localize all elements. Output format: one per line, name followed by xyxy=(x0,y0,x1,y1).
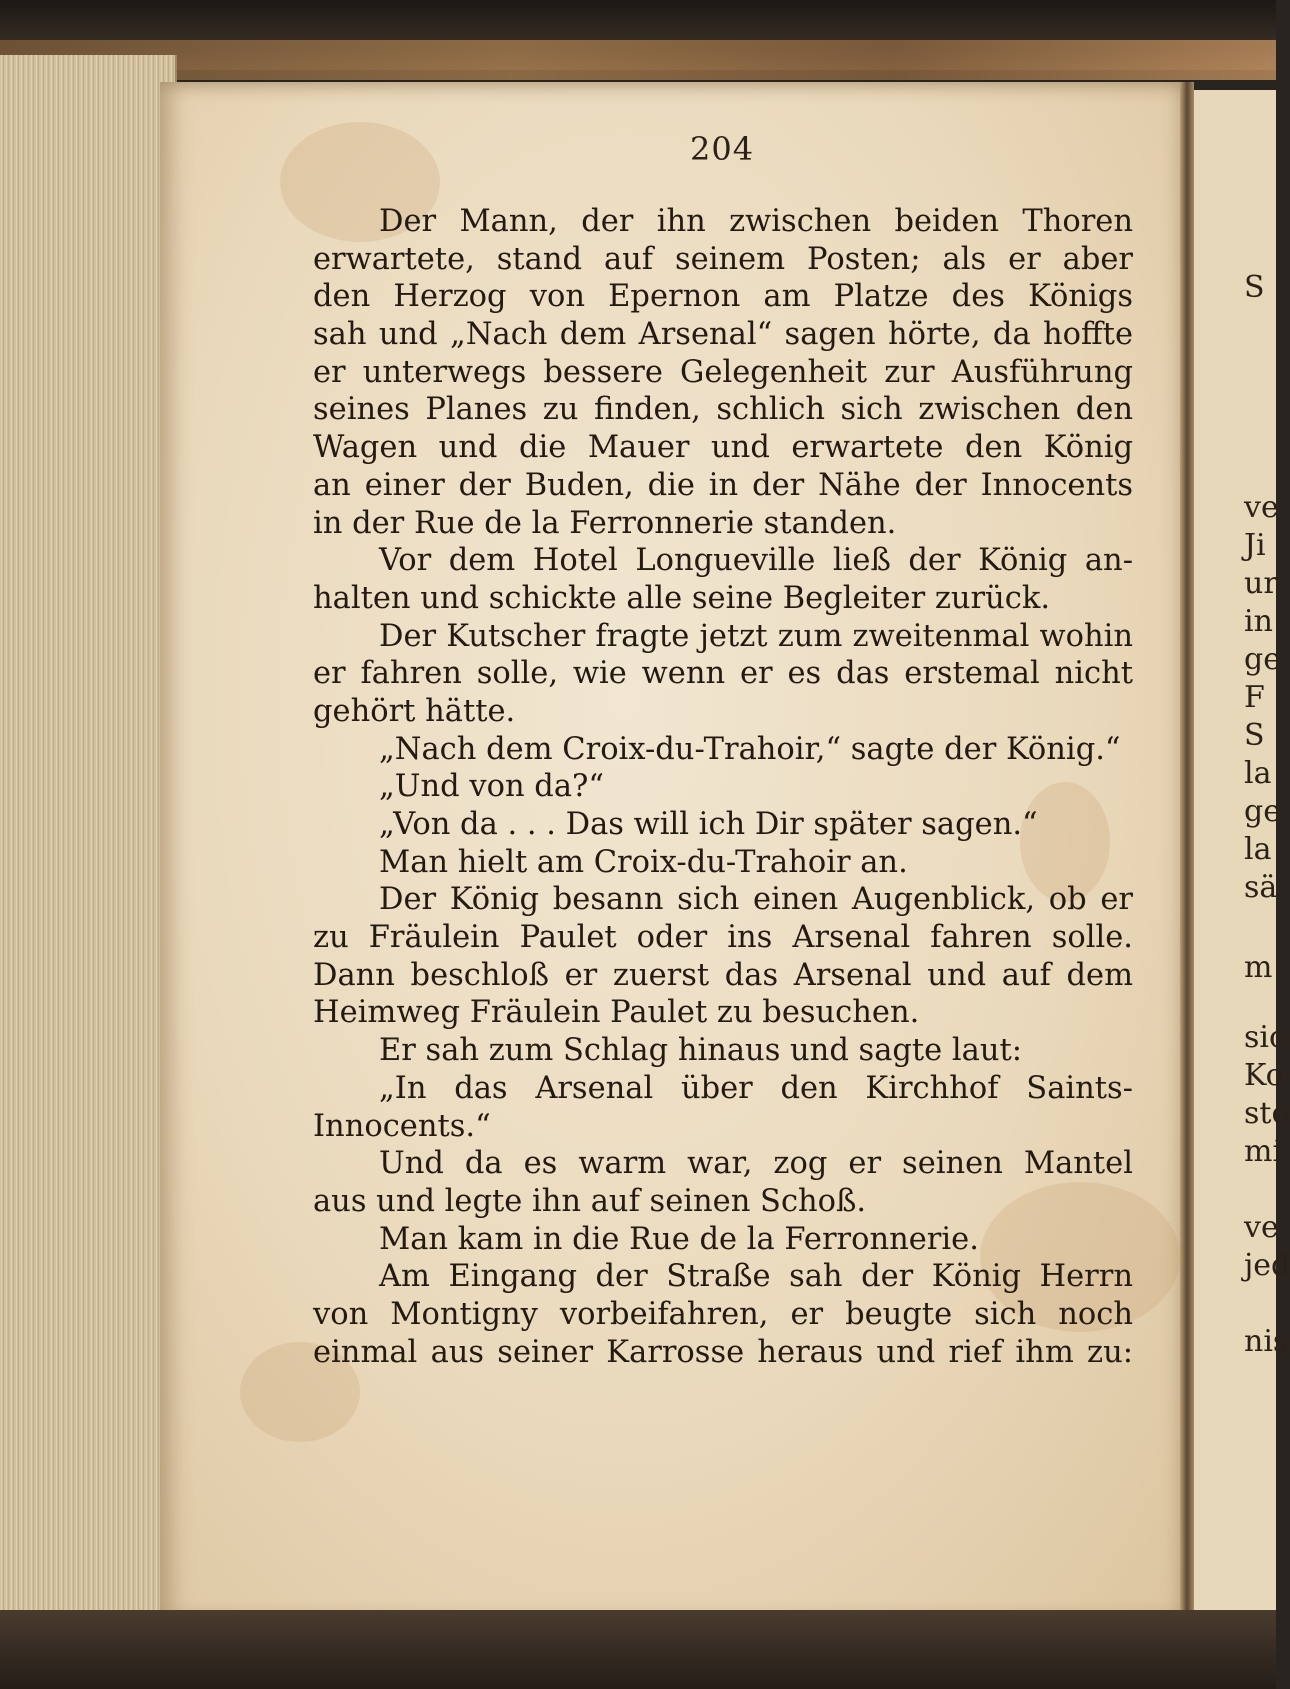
text-line: aus und legte ihn auf seinen Schoß. xyxy=(313,1183,867,1219)
text-line: Dann beschloß er zuerst das Arsenal und auf dem xyxy=(313,957,1133,993)
text-line: „Von da . . . Das will ich Dir später sagen.“ xyxy=(379,807,1038,842)
text-line: Er sah zum Schlag hinaus und sagte laut: xyxy=(379,1033,1023,1069)
text-line: „In das Arsenal über den Kirchhof Saints- xyxy=(379,1070,1133,1106)
body-text xyxy=(313,203,1133,1371)
facing-fragment: ge xyxy=(1244,642,1281,677)
page-edges xyxy=(0,55,177,1640)
facing-fragment: sic xyxy=(1244,1020,1286,1055)
text-line: zu Fräulein Paulet oder ins Arsenal fahren solle. xyxy=(313,920,1133,956)
facing-fragment: Ji xyxy=(1244,528,1266,563)
text-line: Vor dem Hotel Longueville ließ der König an- xyxy=(379,543,1133,579)
text-line: Am Eingang der Straße sah der König Herrn xyxy=(379,1259,1133,1295)
text-line: den Herzog von Epernon am Platze des Königs xyxy=(313,279,1133,315)
facing-fragment: la xyxy=(1244,756,1272,791)
text-line: halten und schickte alle seine Begleiter zurück. xyxy=(313,580,1051,616)
text-line: in der Rue de la Ferronnerie standen. xyxy=(313,505,897,541)
facing-fragment: ur xyxy=(1244,566,1278,601)
facing-fragment: mi xyxy=(1244,1134,1283,1169)
text-line: sah und „Nach dem Arsenal“ sagen hörte, da hoffte xyxy=(313,317,1133,353)
page-number: 204 xyxy=(690,130,755,168)
facing-fragment: ve xyxy=(1244,1210,1279,1245)
text-line: gehört hätte. xyxy=(313,693,516,729)
facing-fragment: sto xyxy=(1244,1096,1290,1131)
text-line: von Montigny vorbeifahren, er beugte sich noch xyxy=(313,1296,1133,1332)
text-line: Der Kutscher fragte jetzt zum zweitenmal wohin xyxy=(379,618,1133,654)
book-spine-edge xyxy=(0,40,1276,80)
text-line: Der Mann, der ihn zwischen beiden Thoren xyxy=(379,204,1133,239)
facing-fragment: ve xyxy=(1244,490,1279,525)
facing-fragment: sä xyxy=(1244,870,1278,905)
text-line: er unterwegs bessere Gelegenheit zur Ausführung xyxy=(313,354,1133,390)
facing-fragment: S xyxy=(1244,270,1265,305)
text-line: Und da es warm war, zog er seinen Mantel xyxy=(379,1146,1133,1182)
text-line: „Nach dem Croix-du-Trahoir,“ sagte der König.“ xyxy=(379,731,1121,767)
facing-fragment: S xyxy=(1244,718,1265,753)
facing-fragment: ge xyxy=(1244,794,1281,829)
text-line: er fahren solle, wie wenn er es das erstemal nicht xyxy=(313,656,1133,692)
text-line: an einer der Buden, die in der Nähe der Innocents xyxy=(313,467,1133,503)
text-line: Man kam in die Rue de la Ferronnerie. xyxy=(379,1221,979,1257)
facing-fragment: F xyxy=(1244,680,1265,715)
text-line: erwartete, stand auf seinem Posten; als er aber xyxy=(313,241,1133,277)
text-line: Innocents.“ xyxy=(313,1108,491,1144)
text-line: Heimweg Fräulein Paulet zu besuchen. xyxy=(313,995,920,1031)
book-gutter xyxy=(1180,82,1194,1622)
text-line: Der König besann sich einen Augenblick, ob er xyxy=(379,882,1133,918)
facing-fragment: m xyxy=(1244,950,1273,985)
text-line: Wagen und die Mauer und erwartete den König xyxy=(313,430,1133,466)
facing-fragment: nis xyxy=(1244,1324,1289,1359)
book-cover-bottom xyxy=(0,1610,1276,1689)
text-line: „Und von da?“ xyxy=(379,769,604,805)
text-line: Man hielt am Croix-du-Trahoir an. xyxy=(379,844,908,880)
text-line: einmal aus seiner Karrosse heraus und rief ihm zu: xyxy=(313,1334,1133,1370)
facing-page xyxy=(1194,90,1290,1610)
facing-fragment: jed xyxy=(1244,1248,1290,1283)
facing-fragment: la xyxy=(1244,832,1272,867)
text-line: seines Planes zu finden, schlich sich zwischen den xyxy=(313,392,1133,428)
facing-fragment: in xyxy=(1244,604,1273,639)
facing-fragment: Ko xyxy=(1244,1058,1284,1093)
